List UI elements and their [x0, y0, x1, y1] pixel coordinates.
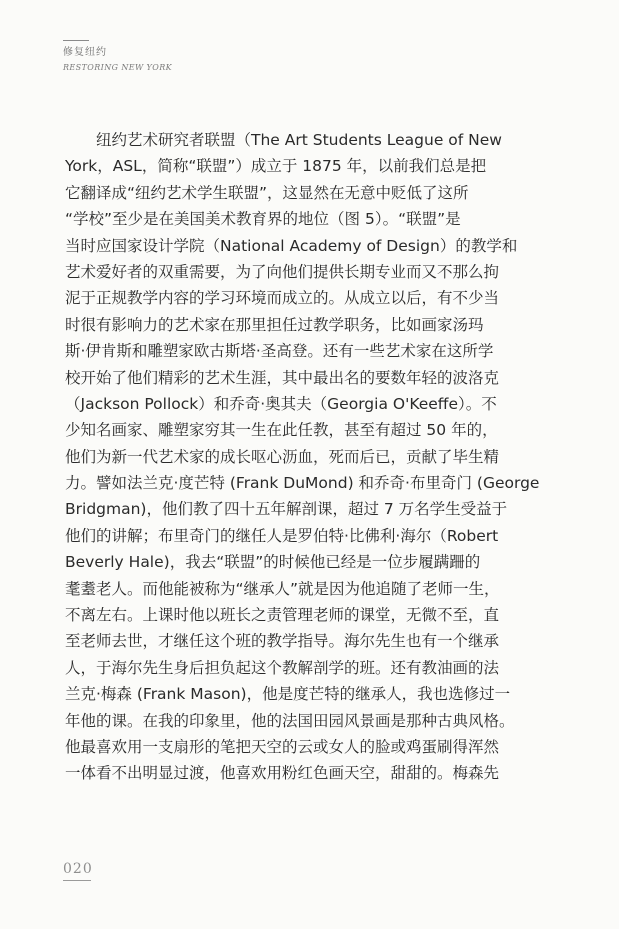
text-line: 他们为新一代艺术家的成长呕心沥血，死而后已，贡献了毕生精 [65, 447, 500, 466]
text-line: Bridgman)，他们教了四十五年解剖课，超过 7 万名学生受益于 [65, 500, 508, 519]
text-line: 兰克·梅森 (Frank Mason)，他是度芒特的继承人，我也选修过一 [65, 685, 511, 704]
text-line: 他们的讲解；布里奇门的继任人是罗伯特·比佛利·海尔（Robert [65, 526, 499, 545]
text-line: 斯·伊肯斯和雕塑家欧古斯塔·圣高登。还有一些艺术家在这所学 [65, 342, 494, 361]
text-line: 力。譬如法兰克·度芒特 (Frank DuMond) 和乔奇·布里奇门 (George [65, 474, 540, 493]
text-line: 校开始了他们精彩的艺术生涯，其中最出名的要数年轻的波洛克 [65, 368, 500, 387]
text-line: 年他的课。在我的印象里，他的法国田园风景画是那种古典风格。 [65, 711, 515, 730]
text-line: 少知名画家、雕塑家穷其一生在此任教，甚至有超过 50 年的， [65, 421, 498, 440]
text-line: 他最喜欢用一支扇形的笔把天空的云或女人的脸或鸡蛋刷得浑然 [65, 737, 500, 756]
page-number: 020 [63, 861, 93, 877]
text-line: 泥于正规教学内容的学习环境而成立的。从成立以后，有不少当 [65, 289, 500, 308]
text-line: York，ASL，简称“联盟”）成立于 1875 年，以前我们总是把 [65, 157, 487, 176]
text-line: “学校”至少是在美国美术教育界的地位（图 5）。“联盟”是 [65, 210, 461, 229]
body-paragraph [65, 127, 555, 787]
text-line: 至老师去世，才继任这个班的教学指导。海尔先生也有一个继承 [65, 632, 500, 651]
text-line: Beverly Hale)，我去“联盟”的时候他已经是一位步履蹒跚的 [65, 553, 481, 572]
text-line: （Jackson Pollock）和乔奇·奥其夫（Georgia O'Keeffe）。不 [65, 394, 497, 413]
text-line: 纽约艺术研究者联盟（The Art Students League of New [65, 131, 502, 149]
text-line: 它翻译成“纽约艺术学生联盟”，这显然在无意中贬低了这所 [65, 183, 469, 202]
running-header-chinese: 修复纽约 [63, 47, 107, 58]
text-line: 人，于海尔先生身后担负起这个教解剖学的班。还有教油画的法 [65, 658, 500, 677]
text-line: 时很有影响力的艺术家在那里担任过教学职务，比如画家汤玛 [65, 315, 484, 334]
running-header-english: RESTORING NEW YORK [63, 63, 173, 72]
text-line: 一体看不出明显过渡，他喜欢用粉红色画天空，甜甜的。梅森先 [65, 764, 500, 783]
header-rule [63, 40, 89, 41]
text-line: 耄耋老人。而他能被称为“继承人”就是因为他追随了老师一生， [65, 579, 500, 598]
text-line: 艺术爱好者的双重需要，为了向他们提供长期专业而又不那么拘 [65, 262, 500, 281]
footer-rule [63, 880, 91, 881]
text-line: 不离左右。上课时他以班长之责管理老师的课堂，无微不至，直 [65, 606, 500, 625]
text-line: 当时应国家设计学院（National Academy of Design）的教学和 [65, 236, 518, 255]
